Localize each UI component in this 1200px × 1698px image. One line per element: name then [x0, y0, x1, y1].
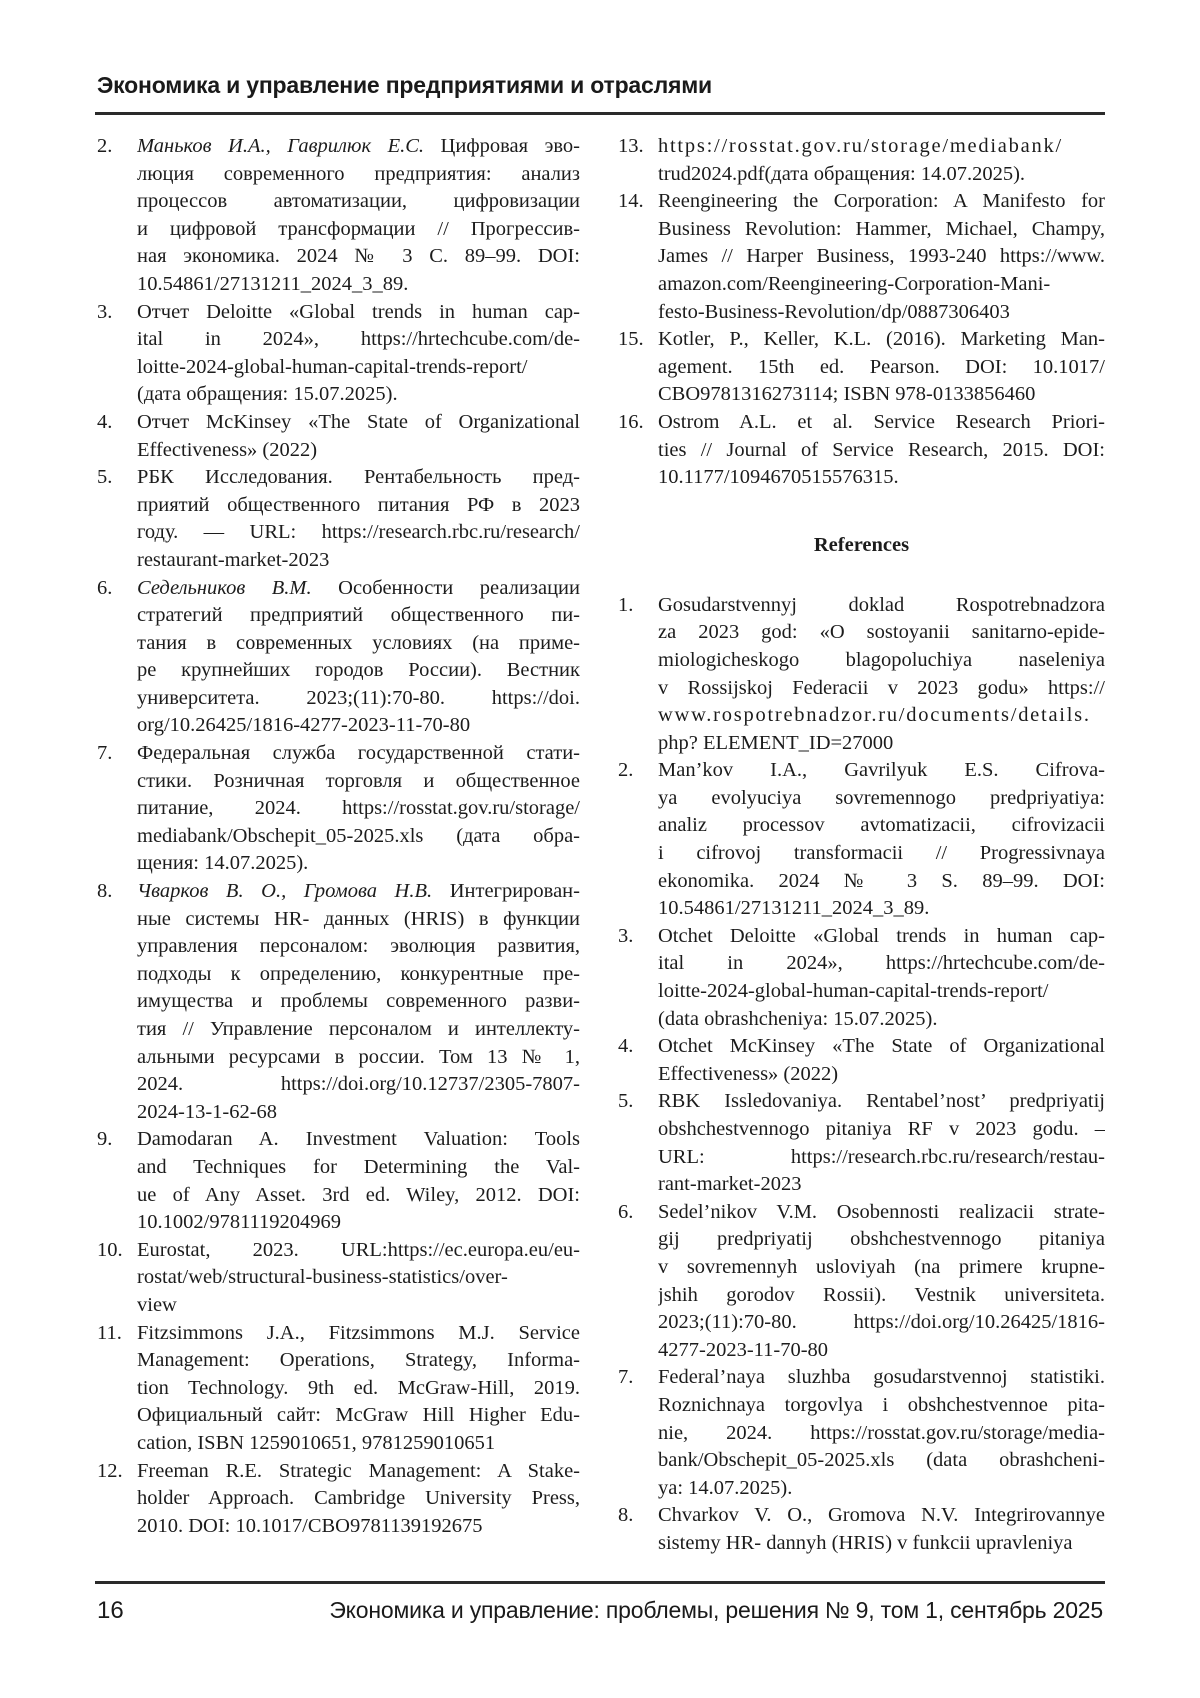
- reference-line: Business Revolution: Hammer, Michael, Champy,: [658, 217, 1105, 240]
- reference-line: имущества и проблемы современного разви-: [137, 990, 580, 1013]
- reference-text: [658, 133, 1105, 188]
- reference-line: rant-market-2023: [658, 1173, 802, 1196]
- reference-item: [97, 1458, 580, 1541]
- reference-number: 3.: [618, 924, 634, 947]
- reference-line: nie, 2024. https://rosstat.gov.ru/storage/media-: [658, 1421, 1105, 1444]
- reference-item: [97, 133, 580, 299]
- reference-line: amazon.com/Reengineering-Corporation-Mani-: [658, 272, 1051, 295]
- reference-number: 4.: [97, 410, 113, 433]
- reference-line: festo-Business-Revolution/dp/0887306403: [658, 300, 1010, 323]
- reference-line: ya evolyuciya sovremennogo predpriyatiya:: [658, 786, 1105, 809]
- reference-text: [658, 409, 1105, 492]
- reference-line: Федеральная служба государственной стати-: [137, 742, 580, 765]
- reference-item: [97, 299, 580, 409]
- reference-text: [137, 575, 580, 741]
- reference-item: [97, 1320, 580, 1458]
- bibliography-column-left: [97, 133, 580, 1540]
- reference-line: и цифровой трансформации // Прогрессив-: [137, 217, 580, 240]
- reference-line: РБК Исследования. Рентабельность пред-: [137, 466, 580, 489]
- reference-text: [137, 133, 580, 299]
- reference-line: Man’kov I.A., Gavrilyuk E.S. Cifrova-: [658, 759, 1105, 782]
- reference-number: 7.: [97, 742, 113, 765]
- reference-line: v sovremennyh usloviyah (na primere krupne-: [658, 1255, 1105, 1278]
- reference-number: 7.: [618, 1366, 634, 1389]
- reference-line: Management: Operations, Strategy, Informa-: [137, 1349, 580, 1372]
- reference-line: miologicheskogo blagopoluchiya naseleniya: [658, 648, 1105, 671]
- reference-line: Маньков И.А., Гаврилюк Е.С. Цифровая эво-: [137, 135, 580, 157]
- reference-line: приятий общественного питания РФ в 2023: [137, 493, 580, 516]
- reference-line: Отчет Deloitte «Global trends in human cap-: [137, 300, 580, 323]
- reference-line: стратегий предприятий общественного пи-: [137, 604, 580, 627]
- reference-line: cation, ISBN 1259010651, 9781259010651: [137, 1431, 496, 1454]
- reference-line: 2024-13-1-62-68: [137, 1100, 278, 1123]
- bibliography-column-right: [618, 133, 1105, 1558]
- reference-line: Eurostat, 2023. URL:https://ec.europa.eu/eu-: [137, 1238, 580, 1261]
- reference-number: 2.: [618, 759, 634, 782]
- reference-text: [658, 1364, 1105, 1502]
- reference-text: [137, 299, 580, 409]
- reference-item: [97, 575, 580, 741]
- reference-number: 6.: [97, 576, 113, 599]
- reference-line: tion Technology. 9th ed. McGraw-Hill, 2019.: [137, 1376, 580, 1399]
- reference-line: ital in 2024», https://hrtechcube.com/de-: [137, 328, 580, 351]
- reference-text: [137, 740, 580, 878]
- reference-item: [97, 1126, 580, 1236]
- reference-line: Fitzsimmons J.A., Fitzsimmons M.J. Service: [137, 1321, 580, 1344]
- reference-line: Damodaran A. Investment Valuation: Tools: [137, 1128, 580, 1151]
- reference-number: 4.: [618, 1035, 634, 1058]
- reference-item: [618, 1088, 1105, 1198]
- reference-line: ные системы HR- данных (HRIS) в функции: [137, 907, 580, 930]
- reference-number: 12.: [97, 1459, 123, 1482]
- reference-line: альными ресурсами в россии. Том 13 № 1,: [137, 1045, 580, 1068]
- reference-item: [97, 740, 580, 878]
- reference-line: rostat/web/structural-business-statistics/over-: [137, 1266, 508, 1289]
- reference-item: [618, 1199, 1105, 1365]
- reference-line: Chvarkov V. O., Gromova N.V. Integrirovannye: [658, 1504, 1105, 1527]
- reference-number: 11.: [97, 1321, 122, 1344]
- reference-line: (дата обращения: 15.07.2025).: [137, 383, 398, 406]
- reference-line: 10.54861/27131211_2024_3_89.: [137, 272, 409, 295]
- reference-item: [618, 133, 1105, 188]
- reference-line: подходы к определению, конкурентные пре-: [137, 962, 580, 985]
- reference-line: Otchet McKinsey «The State of Organizational: [658, 1035, 1105, 1058]
- reference-number: 9.: [97, 1128, 113, 1151]
- reference-line: Federal’naya sluzhba gosudarstvennoj statistiki.: [658, 1366, 1105, 1389]
- reference-line: питание, 2024. https://rosstat.gov.ru/storage/: [137, 797, 580, 820]
- reference-line: люция современного предприятия: анализ: [137, 162, 580, 185]
- reference-number: 5.: [618, 1090, 634, 1113]
- reference-text: [137, 1320, 580, 1458]
- reference-item: [618, 923, 1105, 1033]
- reference-text: [137, 1126, 580, 1236]
- reference-item: [618, 757, 1105, 923]
- reference-line: analiz processov avtomatizacii, cifrovizacii: [658, 814, 1105, 837]
- reference-line: jshih gorodov Rossii). Vestnik universiteta.: [658, 1283, 1105, 1306]
- reference-line: and Techniques for Determining the Val-: [137, 1155, 580, 1178]
- reference-line: тания в современных условиях (на приме-: [137, 631, 580, 654]
- reference-line: ре крупнейших городов России). Вестник: [137, 659, 580, 682]
- reference-line: (data obrashcheniya: 15.07.2025).: [658, 1007, 938, 1030]
- reference-line: 2010. DOI: 10.1017/CBO9781139192675: [137, 1514, 483, 1537]
- reference-line: holder Approach. Cambridge University Press,: [137, 1487, 580, 1510]
- footer-rule: [95, 1581, 1105, 1584]
- reference-line: 4277-2023-11-70-80: [658, 1338, 829, 1361]
- reference-text: [137, 464, 580, 574]
- bibliography-right-top: [618, 133, 1105, 492]
- author-names: Чварков В. О., Громова Н.В.: [137, 880, 433, 903]
- reference-number: 8.: [618, 1504, 634, 1527]
- reference-line: Gosudarstvennyj doklad Rospotrebnadzora: [658, 593, 1105, 616]
- reference-line: щения: 14.07.2025).: [137, 852, 309, 875]
- reference-line: Reengineering the Corporation: A Manifesto for: [658, 190, 1105, 213]
- reference-line: ная экономика. 2024 № 3 С. 89–99. DOI:: [137, 245, 580, 268]
- reference-line: Kotler, P., Keller, K.L. (2016). Marketing Man-: [658, 328, 1105, 351]
- reference-number: 6.: [618, 1200, 634, 1223]
- reference-text: [137, 1458, 580, 1541]
- reference-line: Effectiveness» (2022): [658, 1062, 839, 1085]
- reference-line: процессов автоматизации, цифровизации: [137, 190, 580, 213]
- reference-line: www.rospotrebnadzor.ru/documents/details.: [658, 704, 1091, 727]
- reference-number: 1.: [618, 593, 634, 616]
- reference-line: Sedel’nikov V.M. Osobennosti realizacii strate-: [658, 1200, 1105, 1223]
- reference-number: 3.: [97, 300, 113, 323]
- reference-text: [658, 923, 1105, 1033]
- reference-line: Otchet Deloitte «Global trends in human cap-: [658, 924, 1105, 947]
- reference-line: 2024. https://doi.org/10.12737/2305-7807-: [137, 1073, 580, 1096]
- reference-number: 5.: [97, 466, 113, 489]
- reference-line: za 2023 god: «O sostoyanii sanitarno-epide-: [658, 621, 1105, 644]
- reference-text: [658, 1033, 1105, 1088]
- reference-line: тия // Управление персоналом и интеллекту-: [137, 1018, 580, 1040]
- section-header: Экономика и управление предприятиями и отраслями: [97, 72, 712, 98]
- reference-line: mediabank/Obschepit_05-2025.xls (дата обра-: [137, 824, 580, 847]
- reference-number: 14.: [618, 190, 644, 213]
- reference-number: 15.: [618, 328, 644, 351]
- reference-line: Ostrom A.L. et al. Service Research Priori-: [658, 410, 1105, 433]
- references-list: [618, 592, 1105, 1558]
- reference-line: sistemy HR- dannyh (HRIS) v funkcii upravleniya: [658, 1531, 1073, 1554]
- reference-line: Отчет McKinsey «The State of Organizational: [137, 410, 580, 433]
- reference-text: [658, 188, 1105, 326]
- reference-line: стики. Розничная торговля и общественное: [137, 769, 580, 792]
- author-names: Маньков И.А., Гаврилюк Е.С.: [137, 135, 425, 157]
- reference-text: [658, 1502, 1105, 1557]
- reference-line: Седельников В.М. Особенности реализации: [137, 576, 580, 599]
- reference-line: Freeman R.E. Strategic Management: A Stake-: [137, 1459, 580, 1482]
- reference-line: URL: https://research.rbc.ru/research/restau-: [658, 1145, 1105, 1168]
- reference-line: ya: 14.07.2025).: [658, 1476, 793, 1499]
- reference-line: gij predpriyatij obshchestvennogo pitaniya: [658, 1228, 1105, 1251]
- reference-item: [618, 1364, 1105, 1502]
- reference-line: управления персоналом: эволюция развития,: [137, 935, 580, 958]
- header-rule: [95, 112, 1105, 115]
- reference-text: [658, 592, 1105, 758]
- reference-number: 13.: [618, 135, 644, 157]
- reference-line: Чварков В. О., Громова Н.В. Интегрирован-: [137, 880, 580, 903]
- reference-item: [618, 188, 1105, 326]
- reference-item: [97, 878, 580, 1126]
- reference-item: [618, 1033, 1105, 1088]
- reference-number: 2.: [97, 135, 113, 157]
- reference-text: [137, 878, 580, 1126]
- reference-line: view: [137, 1293, 177, 1316]
- reference-number: 10.: [97, 1238, 123, 1261]
- reference-line: 10.54861/27131211_2024_3_89.: [658, 897, 930, 920]
- reference-line: году. — URL: https://research.rbc.ru/research/: [137, 521, 580, 544]
- reference-line: ital in 2024», https://hrtechcube.com/de-: [658, 952, 1105, 975]
- reference-line: php? ELEMENT_ID=27000: [658, 731, 894, 754]
- reference-line: Официальный сайт: McGraw Hill Higher Edu-: [137, 1404, 580, 1427]
- reference-line: ekonomika. 2024 № 3 S. 89–99. DOI:: [658, 869, 1105, 892]
- reference-line: ties // Journal of Service Research, 2015. DOI:: [658, 438, 1105, 461]
- reference-number: 8.: [97, 880, 113, 903]
- reference-line: 2023;(11):70-80. https://doi.org/10.26425/1816-: [658, 1311, 1105, 1334]
- reference-line: v Rossijskoj Federacii v 2023 godu» https://: [658, 676, 1105, 699]
- reference-text: [658, 1088, 1105, 1198]
- reference-line: Roznichnaya torgovlya i obshchestvennoe pita-: [658, 1393, 1105, 1416]
- reference-line: 10.1177/1094670515576315.: [658, 466, 899, 489]
- reference-text: [137, 1237, 580, 1320]
- reference-item: [618, 326, 1105, 409]
- reference-item: [618, 409, 1105, 492]
- reference-line: restaurant-market-2023: [137, 548, 330, 571]
- reference-line: bank/Obschepit_05-2025.xls (data obrashcheni-: [658, 1449, 1105, 1472]
- reference-item: [97, 1237, 580, 1320]
- reference-text: [658, 1199, 1105, 1365]
- reference-line: CBO9781316273114; ISBN 978-0133856460: [658, 383, 1036, 406]
- reference-line: Effectiveness» (2022): [137, 438, 318, 461]
- page-number: 16: [97, 1597, 124, 1624]
- reference-text: [137, 409, 580, 464]
- reference-number: 16.: [618, 410, 644, 433]
- reference-line: i cifrovoj transformacii // Progressivnaya: [658, 842, 1105, 865]
- reference-item: [97, 464, 580, 574]
- reference-line: loitte-2024-global-human-capital-trends-report/: [137, 355, 528, 378]
- reference-line: trud2024.pdf(дата обращения: 14.07.2025).: [658, 162, 1026, 185]
- author-names: Седельников В.М.: [137, 576, 312, 599]
- reference-line: obshchestvennogo pitaniya RF v 2023 godu. –: [658, 1118, 1105, 1140]
- reference-line: https://rosstat.gov.ru/storage/mediabank/: [658, 135, 1063, 157]
- reference-line: ue of Any Asset. 3rd ed. Wiley, 2012. DOI:: [137, 1183, 580, 1206]
- references-heading: References: [813, 533, 910, 556]
- reference-line: org/10.26425/1816-4277-2023-11-70-80: [137, 714, 471, 737]
- reference-line: loitte-2024-global-human-capital-trends-report/: [658, 980, 1049, 1003]
- reference-line: James // Harper Business, 1993-240 https://www.: [658, 245, 1105, 268]
- reference-line: 10.1002/9781119204969: [137, 1211, 342, 1234]
- reference-item: [618, 592, 1105, 758]
- reference-line: RBK Issledovaniya. Rentabel’nost’ predpriyatij: [658, 1090, 1105, 1113]
- reference-text: [658, 757, 1105, 923]
- reference-text: [658, 326, 1105, 409]
- journal-footer-line: Экономика и управление: проблемы, решения № 9, том 1, сентябрь 2025: [329, 1597, 1103, 1623]
- reference-line: университета. 2023;(11):70-80. https://doi.: [137, 686, 580, 709]
- reference-item: [97, 409, 580, 464]
- reference-line: agement. 15th ed. Pearson. DOI: 10.1017/: [658, 355, 1105, 378]
- reference-item: [618, 1502, 1105, 1557]
